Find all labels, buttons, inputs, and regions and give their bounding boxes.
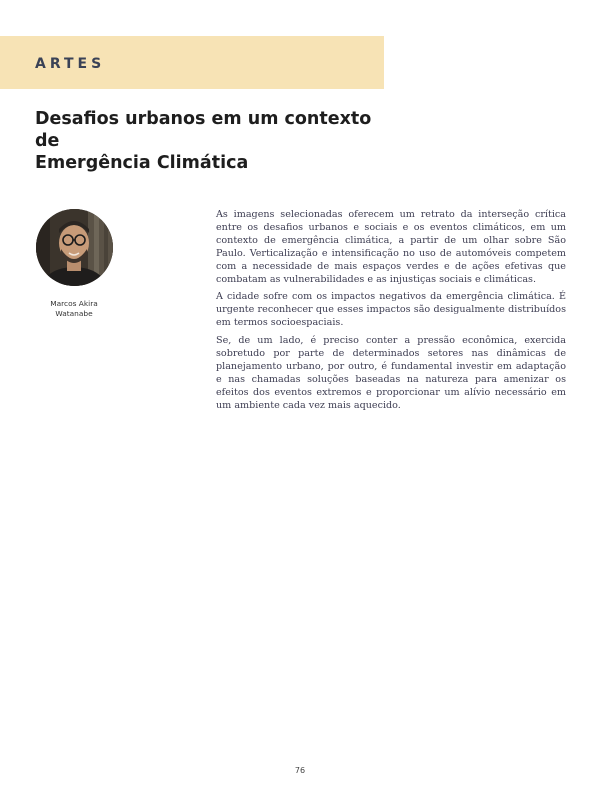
title-line-2: Emergência Climática bbox=[35, 153, 249, 173]
section-label: ARTES bbox=[35, 56, 106, 72]
page-number: 76 bbox=[294, 766, 306, 775]
paragraph: As imagens selecionadas oferecem um retrato da interseção crítica entre os desafios urbanos e sociais e os eventos climáticos, em um contexto de emergência climática, a partir de um olhar sobre São Paulo. Verticalização e intensificação no uso de automóveis competem com a necessidade de mais espaços verdes e de ações efetivas que combatam as vulnerabilidades e as injustiças sociais e climáticas. bbox=[216, 209, 566, 285]
paragraph: Se, de um lado, é preciso conter a pressão econômica, exercida sobretudo por parte de determinados setores nas dinâmicas de planejamento urbano, por outro, é fundamental investir em adaptação e nas chamadas soluções baseadas na natureza para amenizar os efeitos dos eventos extremos e proporcionar um alívio necessário em um ambiente cada vez mais aquecido. bbox=[216, 335, 566, 411]
article-title bbox=[35, 108, 395, 174]
title-line-1: Desafios urbanos em um contexto de bbox=[35, 109, 372, 151]
article-body bbox=[216, 209, 566, 418]
author-photo bbox=[36, 209, 113, 286]
paragraph: A cidade sofre com os impactos negativos da emergência climática. É urgente reconhecer que esses impactos são desigualmente distribuídos em termos socioespaciais. bbox=[216, 291, 566, 329]
author-portrait-icon bbox=[36, 209, 113, 286]
author-name-line-2: Watanabe bbox=[55, 309, 93, 318]
author-name-line-1: Marcos Akira bbox=[50, 299, 98, 308]
author-name bbox=[30, 299, 118, 319]
